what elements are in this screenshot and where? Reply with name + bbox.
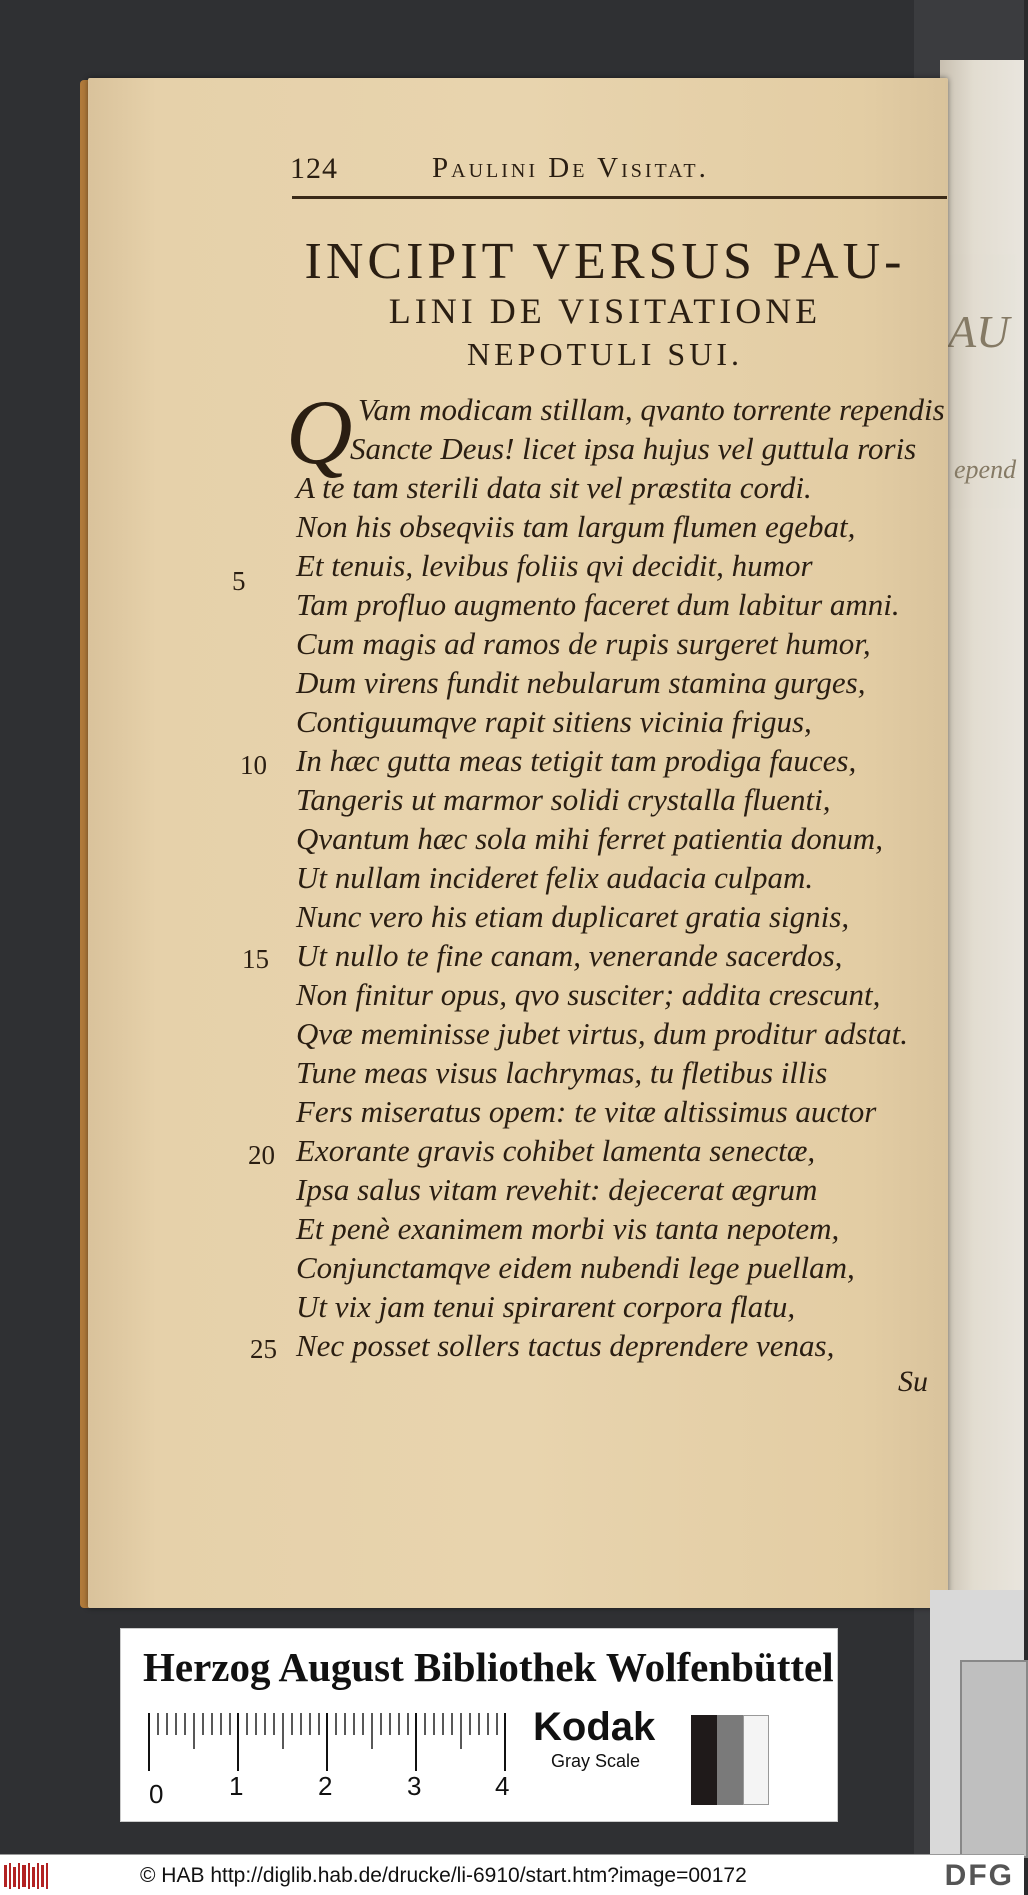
line-number: 15 bbox=[242, 944, 269, 974]
line-number: 20 bbox=[248, 1140, 275, 1170]
color-reference-card bbox=[120, 1628, 838, 1822]
kodak-logo: Kodak bbox=[533, 1705, 656, 1749]
verse-line: Contiguumqve rapit sitiens vicinia frigus, bbox=[296, 704, 812, 739]
ruler-label: 2 bbox=[318, 1771, 333, 1801]
gray-scale-label: Gray Scale bbox=[551, 1751, 641, 1771]
verse-line: Tune meas visus lachrymas, tu fletibus illis bbox=[296, 1055, 828, 1090]
ruler-label: 1 bbox=[229, 1771, 244, 1801]
scanner-label bbox=[960, 1660, 1028, 1858]
verse-line: Non finitur opus, qvo susciter; addita crescunt, bbox=[296, 977, 881, 1012]
verse-line: Sancte Deus! licet ipsa hujus vel guttula roris bbox=[350, 431, 917, 466]
heading-line-2: LINI DE VISITATIONE bbox=[388, 291, 822, 331]
verse-line: Tam profluo augmento faceret dum labitur amni. bbox=[296, 587, 900, 622]
verse-line: Nunc vero his etiam duplicaret gratia signis, bbox=[296, 899, 850, 934]
verse-line: Dum virens fundit nebularum stamina gurges, bbox=[296, 665, 866, 700]
verse-line: Et penè exanimem morbi vis tanta nepotem, bbox=[296, 1211, 840, 1246]
verse-line: Ipsa salus vitam revehit: dejecerat ægrum bbox=[296, 1172, 818, 1207]
page-number: 124 bbox=[290, 152, 338, 185]
verse-line: Et tenuis, levibus foliis qvi decidit, humor bbox=[296, 548, 813, 583]
library-title: Herzog August Bibliothek Wolfenbüttel bbox=[143, 1644, 834, 1690]
verse-line: In hæc gutta meas tetigit tam prodiga fauces, bbox=[296, 743, 857, 778]
heading-line-1: INCIPIT VERSUS PAU- bbox=[304, 233, 906, 290]
line-number: 10 bbox=[240, 750, 267, 780]
running-title: Paulini De Visitat. bbox=[432, 152, 709, 184]
header-rule bbox=[292, 196, 947, 199]
gray-swatch-light bbox=[743, 1715, 769, 1805]
verse-line: Qvæ meminisse jubet virtus, dum proditur adstat. bbox=[296, 1016, 908, 1051]
ruler-scale bbox=[147, 1711, 510, 1811]
line-number: 25 bbox=[250, 1334, 277, 1364]
source-link[interactable]: © HAB http://diglib.hab.de/drucke/li-6910/start.htm?image=00172 bbox=[140, 1864, 747, 1887]
drop-capital: Q bbox=[286, 381, 353, 483]
verse-line: Tangeris ut marmor solidi crystalla fluenti, bbox=[296, 782, 831, 817]
footer-bar bbox=[0, 1854, 1024, 1895]
verse-line: Fers miseratus opem: te vitæ altissimus auctor bbox=[296, 1094, 877, 1129]
verse-line: Exorante gravis cohibet lamenta senectæ, bbox=[296, 1133, 816, 1168]
heading-line-3: NEPOTULI SUI. bbox=[467, 336, 743, 372]
dfg-logo: DFG bbox=[944, 1859, 1014, 1892]
verse-line: Cum magis ad ramos de rupis surgeret humor, bbox=[296, 626, 871, 661]
ruler-label: 3 bbox=[407, 1771, 422, 1801]
catchword: Su bbox=[898, 1365, 928, 1398]
verse-line: Non his obseqviis tam largum flumen egebat, bbox=[296, 509, 856, 544]
gray-swatch-mid bbox=[717, 1715, 743, 1805]
verse-line: Ut nullo te fine canam, venerande sacerdos, bbox=[296, 938, 843, 973]
verse-line: Ut nullam incideret felix audacia culpam. bbox=[296, 860, 814, 895]
verse-line: Conjunctamqve eidem nubendi lege puellam, bbox=[296, 1250, 855, 1285]
verse-line: Vam modicam stillam, qvanto torrente rependis bbox=[358, 392, 945, 427]
running-head bbox=[290, 152, 950, 192]
gray-swatch-dark bbox=[691, 1715, 717, 1805]
verse-line: Qvantum hæc sola mihi ferret patientia donum, bbox=[296, 821, 883, 856]
verse-line: A te tam sterili data sit vel præstita cordi. bbox=[296, 470, 812, 505]
bleed-text: AU bbox=[948, 306, 1010, 357]
ruler-label: 4 bbox=[495, 1771, 510, 1801]
verse-line: Ut vix jam tenui spirarent corpora flatu, bbox=[296, 1289, 796, 1324]
bleed-text: epend bbox=[954, 455, 1017, 484]
verse-line: Nec posset sollers tactus deprendere venas, bbox=[296, 1328, 835, 1363]
line-number: 5 bbox=[232, 566, 246, 596]
barcode-icon bbox=[4, 1863, 48, 1889]
ruler-label: 0 bbox=[149, 1779, 164, 1809]
